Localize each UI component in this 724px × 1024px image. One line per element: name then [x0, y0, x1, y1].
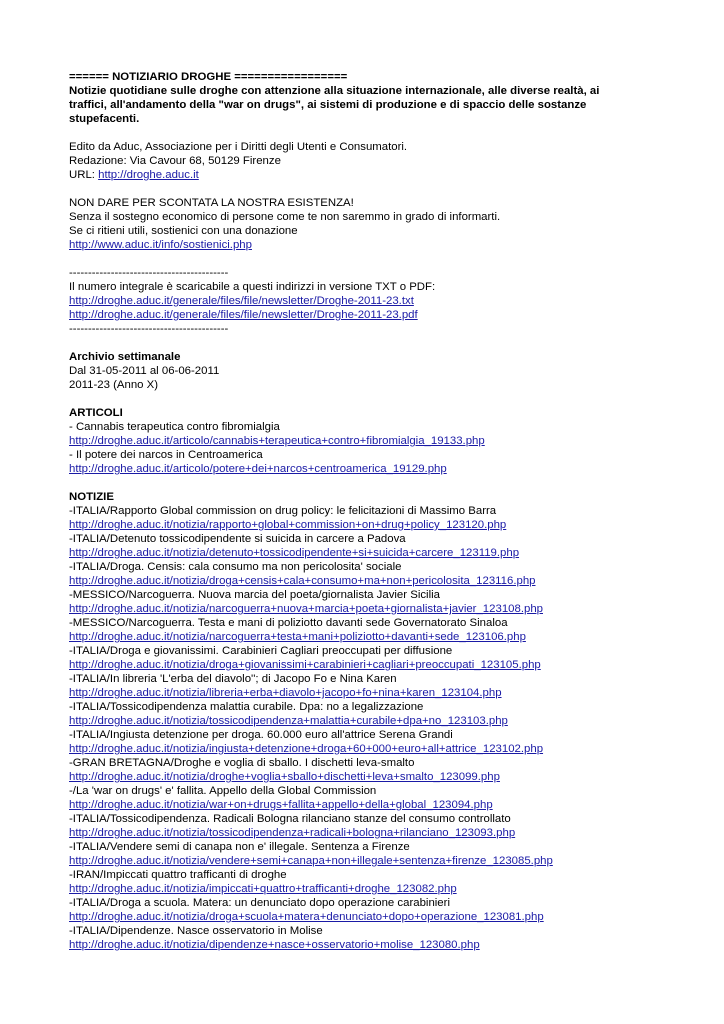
publisher-url-label: URL: — [69, 169, 99, 181]
news-link[interactable]: http://droghe.aduc.it/notizia/droga+giovanissimi+carabinieri+cagliari+preoccupati_123105.php — [69, 659, 541, 671]
newsletter-title: ====== NOTIZIARIO DROGHE ================= — [69, 71, 348, 83]
news-link[interactable]: http://droghe.aduc.it/notizia/war+on+drugs+fallita+appello+della+global_123094.php — [69, 799, 493, 811]
news-title: -MESSICO/Narcoguerra. Testa e mani di poliziotto davanti sede Governatorato Sinaloa — [69, 617, 508, 629]
articoli-heading: ARTICOLI — [69, 407, 123, 419]
news-link[interactable]: http://droghe.aduc.it/notizia/narcoguerra+nuova+marcia+poeta+giornalista+javier_123108.php — [69, 603, 543, 615]
article-title: - Cannabis terapeutica contro fibromialgia — [69, 421, 280, 433]
publisher-address: Redazione: Via Cavour 68, 50129 Firenze — [69, 155, 281, 167]
news-link[interactable]: http://droghe.aduc.it/notizia/tossicodipendenza+malattia+curabile+dpa+no_123103.php — [69, 715, 508, 727]
spacer — [69, 476, 669, 490]
archive-heading: Archivio settimanale — [69, 351, 181, 363]
news-link[interactable]: http://droghe.aduc.it/notizia/impiccati+quattro+trafficanti+droghe_123082.php — [69, 883, 457, 895]
articoli-list — [69, 420, 669, 476]
news-title: -ITALIA/Ingiusta detenzione per droga. 60.000 euro all'attrice Serena Grandi — [69, 729, 453, 741]
separator-bottom: ------------------------------------------ — [69, 323, 229, 335]
news-link[interactable]: http://droghe.aduc.it/notizia/tossicodipendenza+radicali+bologna+rilanciano_123093.php — [69, 827, 516, 839]
news-link[interactable]: http://droghe.aduc.it/notizia/dipendenze+nasce+osservatorio+molise_123080.php — [69, 939, 480, 951]
news-title: -ITALIA/In libreria 'L'erba del diavolo''; di Jacopo Fo e Nina Karen — [69, 673, 397, 685]
news-title: -ITALIA/Rapporto Global commission on drug policy: le felicitazioni di Massimo Barra — [69, 505, 497, 517]
news-title: -IRAN/Impiccati quattro trafficanti di droghe — [69, 869, 287, 881]
news-title: -ITALIA/Droga a scuola. Matera: un denunciato dopo operazione carabinieri — [69, 897, 450, 909]
newsletter-page — [69, 70, 669, 952]
notizie-heading: NOTIZIE — [69, 491, 114, 503]
archive-date-range: Dal 31-05-2011 al 06-06-2011 — [69, 365, 220, 377]
spacer — [69, 392, 669, 406]
support-headline: NON DARE PER SCONTATA LA NOSTRA ESISTENZA! — [69, 197, 354, 209]
intro-line-3: stupefacenti. — [69, 113, 140, 125]
news-link[interactable]: http://droghe.aduc.it/notizia/droga+censis+cala+consumo+ma+non+pericolosita_123116.php — [69, 575, 536, 587]
spacer — [69, 126, 669, 140]
news-title: -ITALIA/Vendere semi di canapa non e' illegale. Sentenza a Firenze — [69, 841, 410, 853]
article-link[interactable]: http://droghe.aduc.it/articolo/potere+dei+narcos+centroamerica_19129.php — [69, 463, 447, 475]
intro-line-2: traffici, all'andamento della "war on drugs", ai sistemi di produzione e di spaccio delle sostanze — [69, 99, 587, 111]
news-link[interactable]: http://droghe.aduc.it/notizia/narcoguerra+testa+mani+poliziotto+davanti+sede_123106.php — [69, 631, 526, 643]
news-link[interactable]: http://droghe.aduc.it/notizia/rapporto+global+commission+on+drug+policy_123120.php — [69, 519, 507, 531]
news-title: -ITALIA/Tossicodipendenza malattia curabile. Dpa: no a legalizzazione — [69, 701, 424, 713]
news-title: -ITALIA/Detenuto tossicodipendente si suicida in carcere a Padova — [69, 533, 406, 545]
news-title: -GRAN BRETAGNA/Droghe e voglia di sballo. I dischetti leva-smalto — [69, 757, 415, 769]
download-text: Il numero integrale è scaricabile a questi indirizzi in versione TXT o PDF: — [69, 281, 436, 293]
separator-top: ------------------------------------------ — [69, 267, 229, 279]
news-link[interactable]: http://droghe.aduc.it/notizia/ingiusta+detenzione+droga+60+000+euro+all+attrice_123102.php — [69, 743, 544, 755]
news-title: -ITALIA/Droga e giovanissimi. Carabinieri Cagliari preoccupati per diffusione — [69, 645, 453, 657]
intro-line-1: Notizie quotidiane sulle droghe con attenzione alla situazione internazionale, alle diverse realtà, ai — [69, 85, 600, 97]
archive-issue: 2011-23 (Anno X) — [69, 379, 159, 391]
news-link[interactable]: http://droghe.aduc.it/notizia/droghe+voglia+sballo+dischetti+leva+smalto_123099.php — [69, 771, 500, 783]
news-title: -MESSICO/Narcoguerra. Nuova marcia del poeta/giornalista Javier Sicilia — [69, 589, 440, 601]
support-line-2: Se ci ritieni utili, sostienici con una donazione — [69, 225, 298, 237]
article-title: - Il potere dei narcos in Centroamerica — [69, 449, 263, 461]
news-title: -ITALIA/Dipendenze. Nasce osservatorio in Molise — [69, 925, 323, 937]
spacer — [69, 336, 669, 350]
download-txt-link[interactable]: http://droghe.aduc.it/generale/files/file/newsletter/Droghe-2011-23.txt — [69, 295, 414, 307]
news-title: -/La 'war on drugs' e' fallita. Appello della Global Commission — [69, 785, 377, 797]
news-title: -ITALIA/Tossicodipendenza. Radicali Bologna rilanciano stanze del consumo controllato — [69, 813, 511, 825]
publisher-url-line — [69, 168, 669, 182]
publisher-url-link[interactable]: http://droghe.aduc.it — [98, 169, 199, 181]
download-pdf-link[interactable]: http://droghe.aduc.it/generale/files/file/newsletter/Droghe-2011-23.pdf — [69, 309, 418, 321]
article-link[interactable]: http://droghe.aduc.it/articolo/cannabis+terapeutica+contro+fibromialgia_19133.php — [69, 435, 485, 447]
support-donation-link[interactable]: http://www.aduc.it/info/sostienici.php — [69, 239, 252, 251]
news-link[interactable]: http://droghe.aduc.it/notizia/detenuto+tossicodipendente+si+suicida+carcere_123119.php — [69, 547, 520, 559]
publisher-edited-by: Edito da Aduc, Associazione per i Diritti degli Utenti e Consumatori. — [69, 141, 408, 153]
notizie-list — [69, 504, 669, 952]
support-line-1: Senza il sostegno economico di persone come te non saremmo in grado di informarti. — [69, 211, 501, 223]
spacer — [69, 252, 669, 266]
news-link[interactable]: http://droghe.aduc.it/notizia/droga+scuola+matera+denunciato+dopo+operazione_123081.php — [69, 911, 544, 923]
news-link[interactable]: http://droghe.aduc.it/notizia/vendere+semi+canapa+non+illegale+sentenza+firenze_123085.php — [69, 855, 553, 867]
news-link[interactable]: http://droghe.aduc.it/notizia/libreria+erba+diavolo+jacopo+fo+nina+karen_123104.php — [69, 687, 502, 699]
news-title: -ITALIA/Droga. Censis: cala consumo ma non pericolosita' sociale — [69, 561, 402, 573]
spacer — [69, 182, 669, 196]
